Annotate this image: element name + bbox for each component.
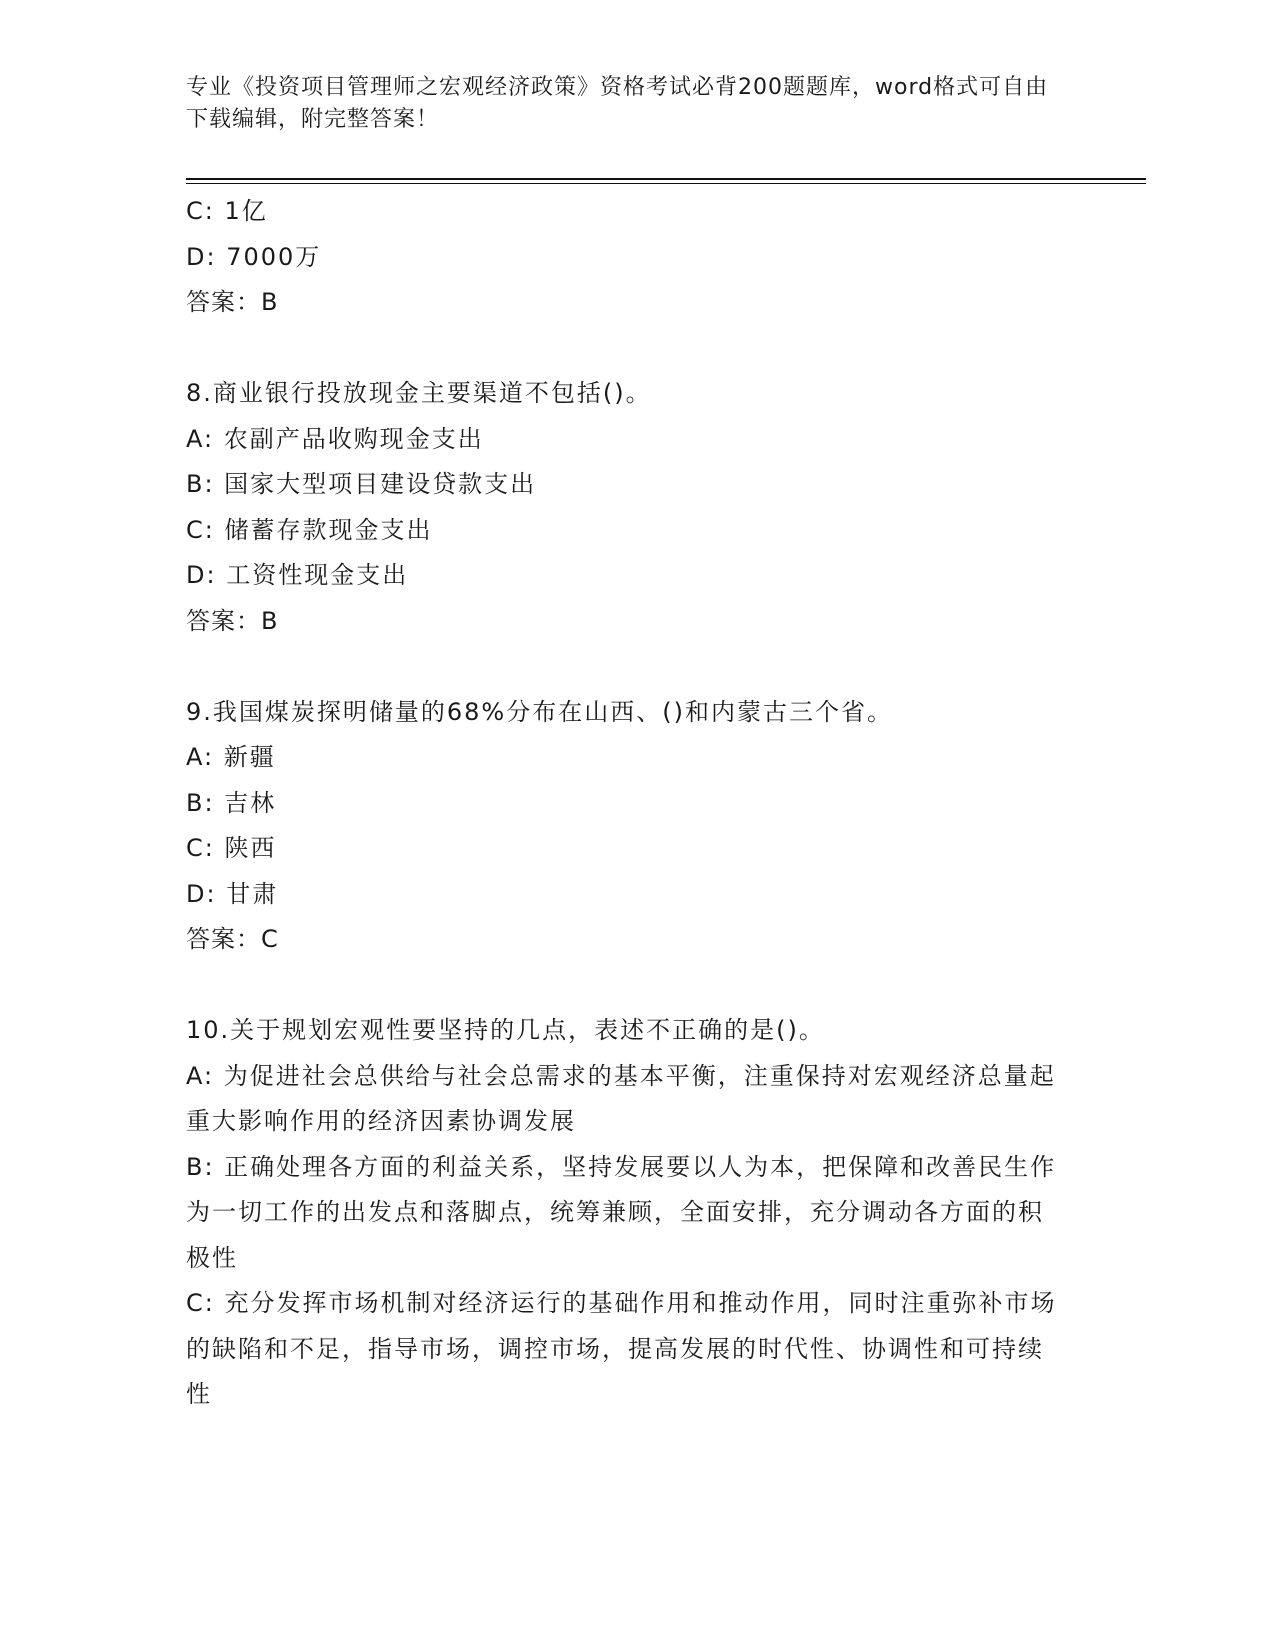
question-9 [186,690,1066,963]
option-d: D: 工资性现金支出 [186,561,409,589]
question-7-tail [186,189,1066,326]
spacer [186,644,1066,690]
answer-line: 答案：C [186,925,279,953]
question-stem: 10.关于规划宏观性要坚持的几点，表述不正确的是()。 [186,1016,825,1044]
answer-line: 答案：B [186,288,279,316]
option-a: A: 为促进社会总供给与社会总需求的基本平衡，注重保持对宏观经济总量起重大影响作用的经济因素协调发展 [186,1061,1056,1135]
question-10 [186,1008,1066,1418]
option-a: A: 新疆 [186,743,276,771]
spacer [186,326,1066,372]
option-b: B: 正确处理各方面的利益关系，坚持发展要以人为本，把保障和改善民生作为一切工作的出发点和落脚点，统筹兼顾，全面安排，充分调动各方面的积极性 [186,1152,1057,1272]
header-rule-thin [186,183,1146,184]
question-stem: 8.商业银行投放现金主要渠道不包括()。 [186,379,652,407]
option-c: C: 充分发挥市场机制对经济运行的基础作用和推动作用，同时注重弥补市场的缺陷和不足，指导市场，调控市场，提高发展的时代性、协调性和可持续性 [186,1289,1057,1408]
option-c: C: 储蓄存款现金支出 [186,515,433,544]
option-c: C: 1亿 [186,197,268,225]
page-header: 专业《投资项目管理师之宏观经济政策》资格考试必背200题题库，word格式可自由下载编辑，附完整答案！ [186,75,1049,132]
option-c: C: 陕西 [186,834,277,862]
document-body [186,189,1066,1418]
option-a: A: 农副产品收购现金支出 [186,424,484,453]
option-d: D: 7000万 [186,242,322,271]
option-b: B: 吉林 [186,788,277,817]
spacer [186,963,1066,1009]
header-rule-thick [186,178,1146,180]
question-stem: 9.我国煤炭探明储量的68%分布在山西、()和内蒙古三个省。 [186,697,893,726]
question-8 [186,371,1066,644]
option-d: D: 甘肃 [186,879,279,908]
option-b: B: 国家大型项目建设贷款支出 [186,470,537,498]
answer-line: 答案：B [186,606,279,635]
